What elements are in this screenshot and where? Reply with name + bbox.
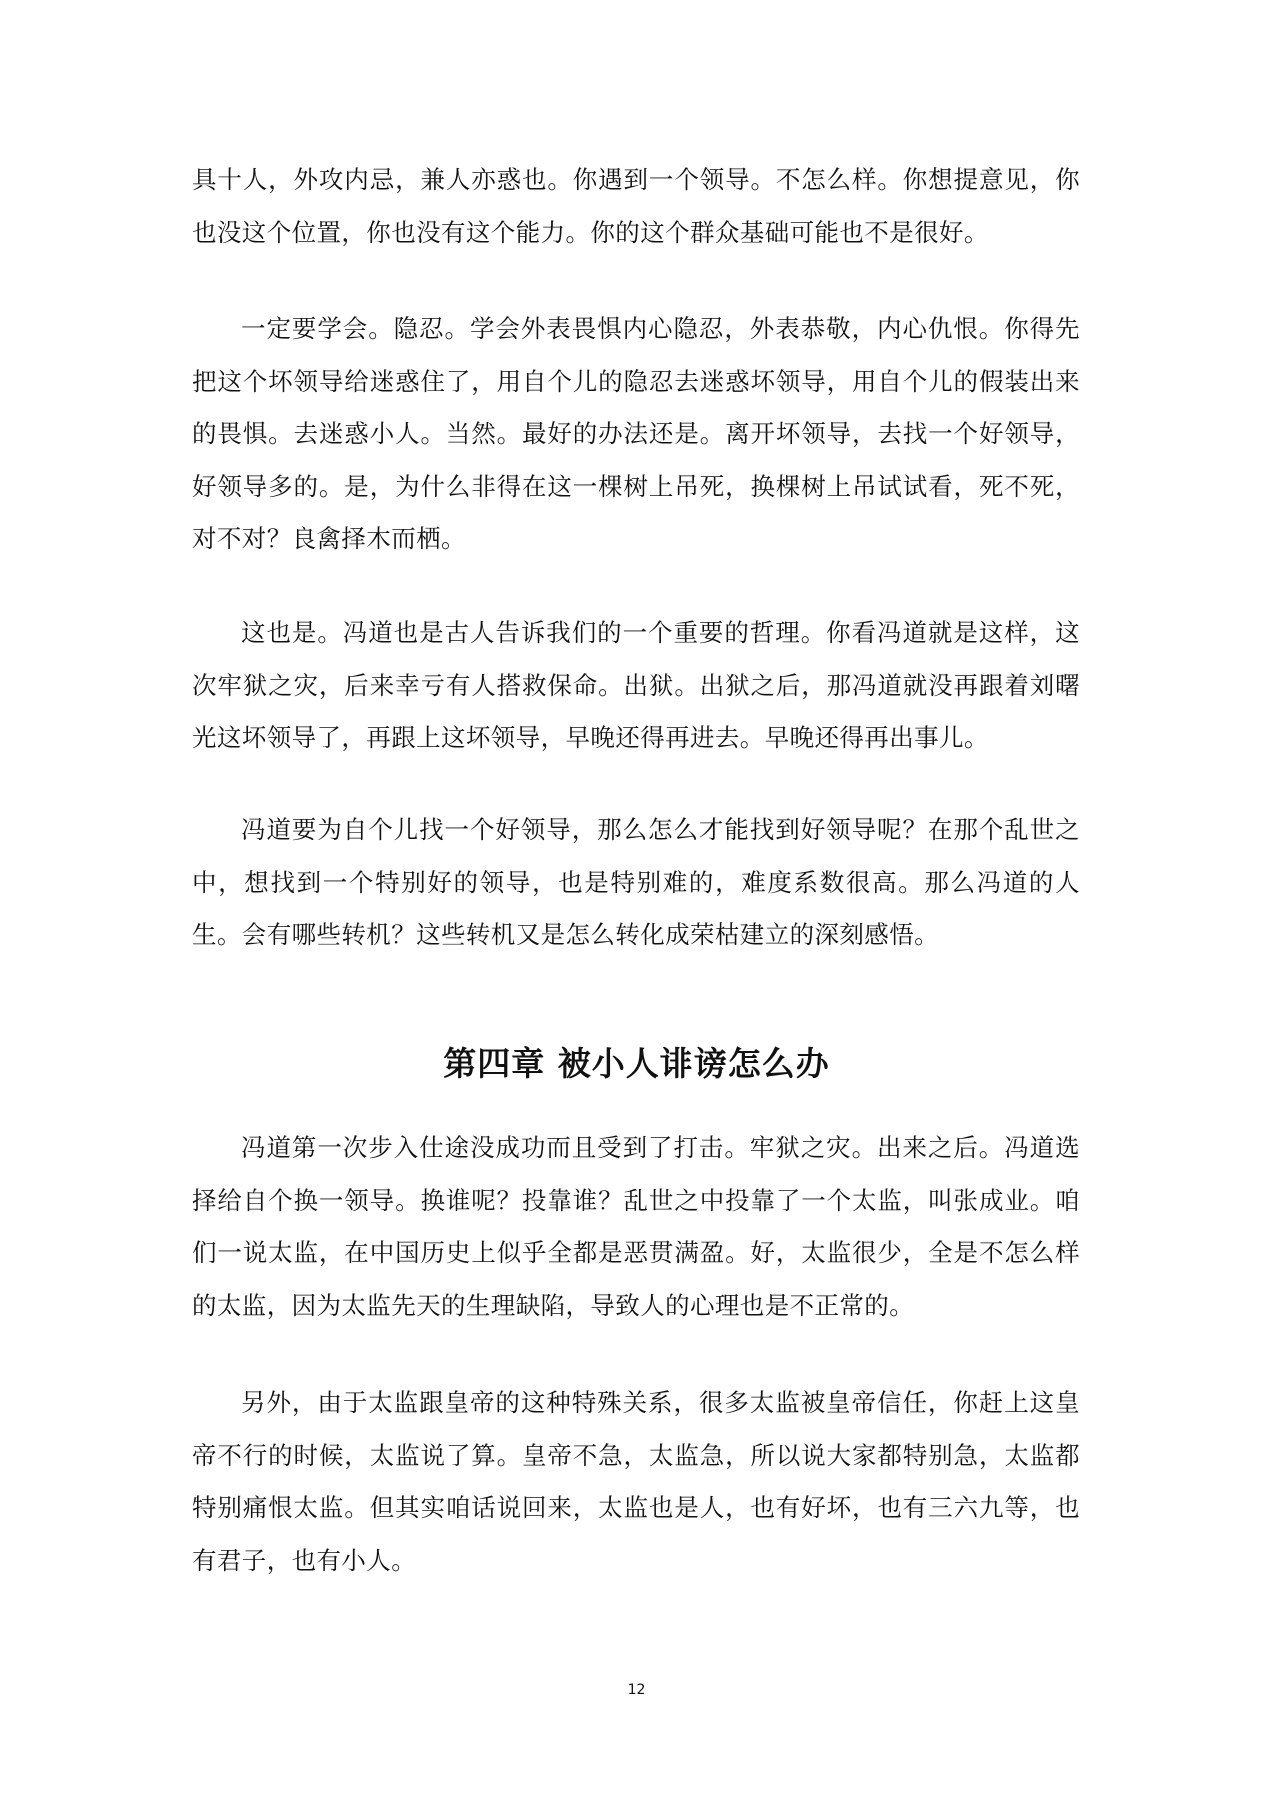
chapter-title: 第四章 被小人诽谤怎么办 <box>443 1044 830 1083</box>
paragraph-continued: 具十人，外攻内忌，兼人亦惑也。你遇到一个领导。不怎么样。你想提意见，你也没这个位置，你也没有这个能力。你的这个群众基础可能也不是很好。 <box>192 165 1080 247</box>
paragraph: 这也是。冯道也是古人告诉我们的一个重要的哲理。你看冯道就是这样，这次牢狱之灾，后来幸亏有人搭救保命。出狱。出狱之后，那冯道就没再跟着刘曙光这坏领导了，再跟上这坏领导，早晚还得再进去。早晚还得再出事儿。 <box>192 618 1080 752</box>
chapter-paragraph: 冯道第一次步入仕途没成功而且受到了打击。牢狱之灾。出来之后。冯道选择给自个换一领导。换谁呢？投靠谁？乱世之中投靠了一个太监，叫张成业。咱们一说太监，在中国历史上似乎全都是恶贯满盈。好，太监很少，全是不怎么样的太监，因为太监先天的生理缺陷，导致人的心理也是不正常的。 <box>192 1133 1080 1320</box>
page-number: 12 <box>627 1682 646 1698</box>
paragraph: 一定要学会。隐忍。学会外表畏惧内心隐忍，外表恭敬，内心仇恨。你得先把这个坏领导给迷惑住了，用自个儿的隐忍去迷惑坏领导，用自个儿的假装出来的畏惧。去迷惑小人。当然。最好的办法还是。离开坏领导，去找一个好领导，好领导多的。是，为什么非得在这一棵树上吊死，换棵树上吊试试看，死不死，对不对？良禽择木而栖。 <box>192 314 1080 553</box>
chapter-paragraph: 另外，由于太监跟皇帝的这种特殊关系，很多太监被皇帝信任，你赶上这皇帝不行的时候，太监说了算。皇帝不急，太监急，所以说大家都特别急，太监都特别痛恨太监。但其实咱话说回来，太监也是人，也有好坏，也有三六九等，也有君子，也有小人。 <box>192 1388 1080 1575</box>
paragraph: 冯道要为自个儿找一个好领导，那么怎么才能找到好领导呢？在那个乱世之中，想找到一个特别好的领导，也是特别难的，难度系数很高。那么冯道的人生。会有哪些转机？这些转机又是怎么转化成荣枯建立的深刻感悟。 <box>192 815 1080 949</box>
